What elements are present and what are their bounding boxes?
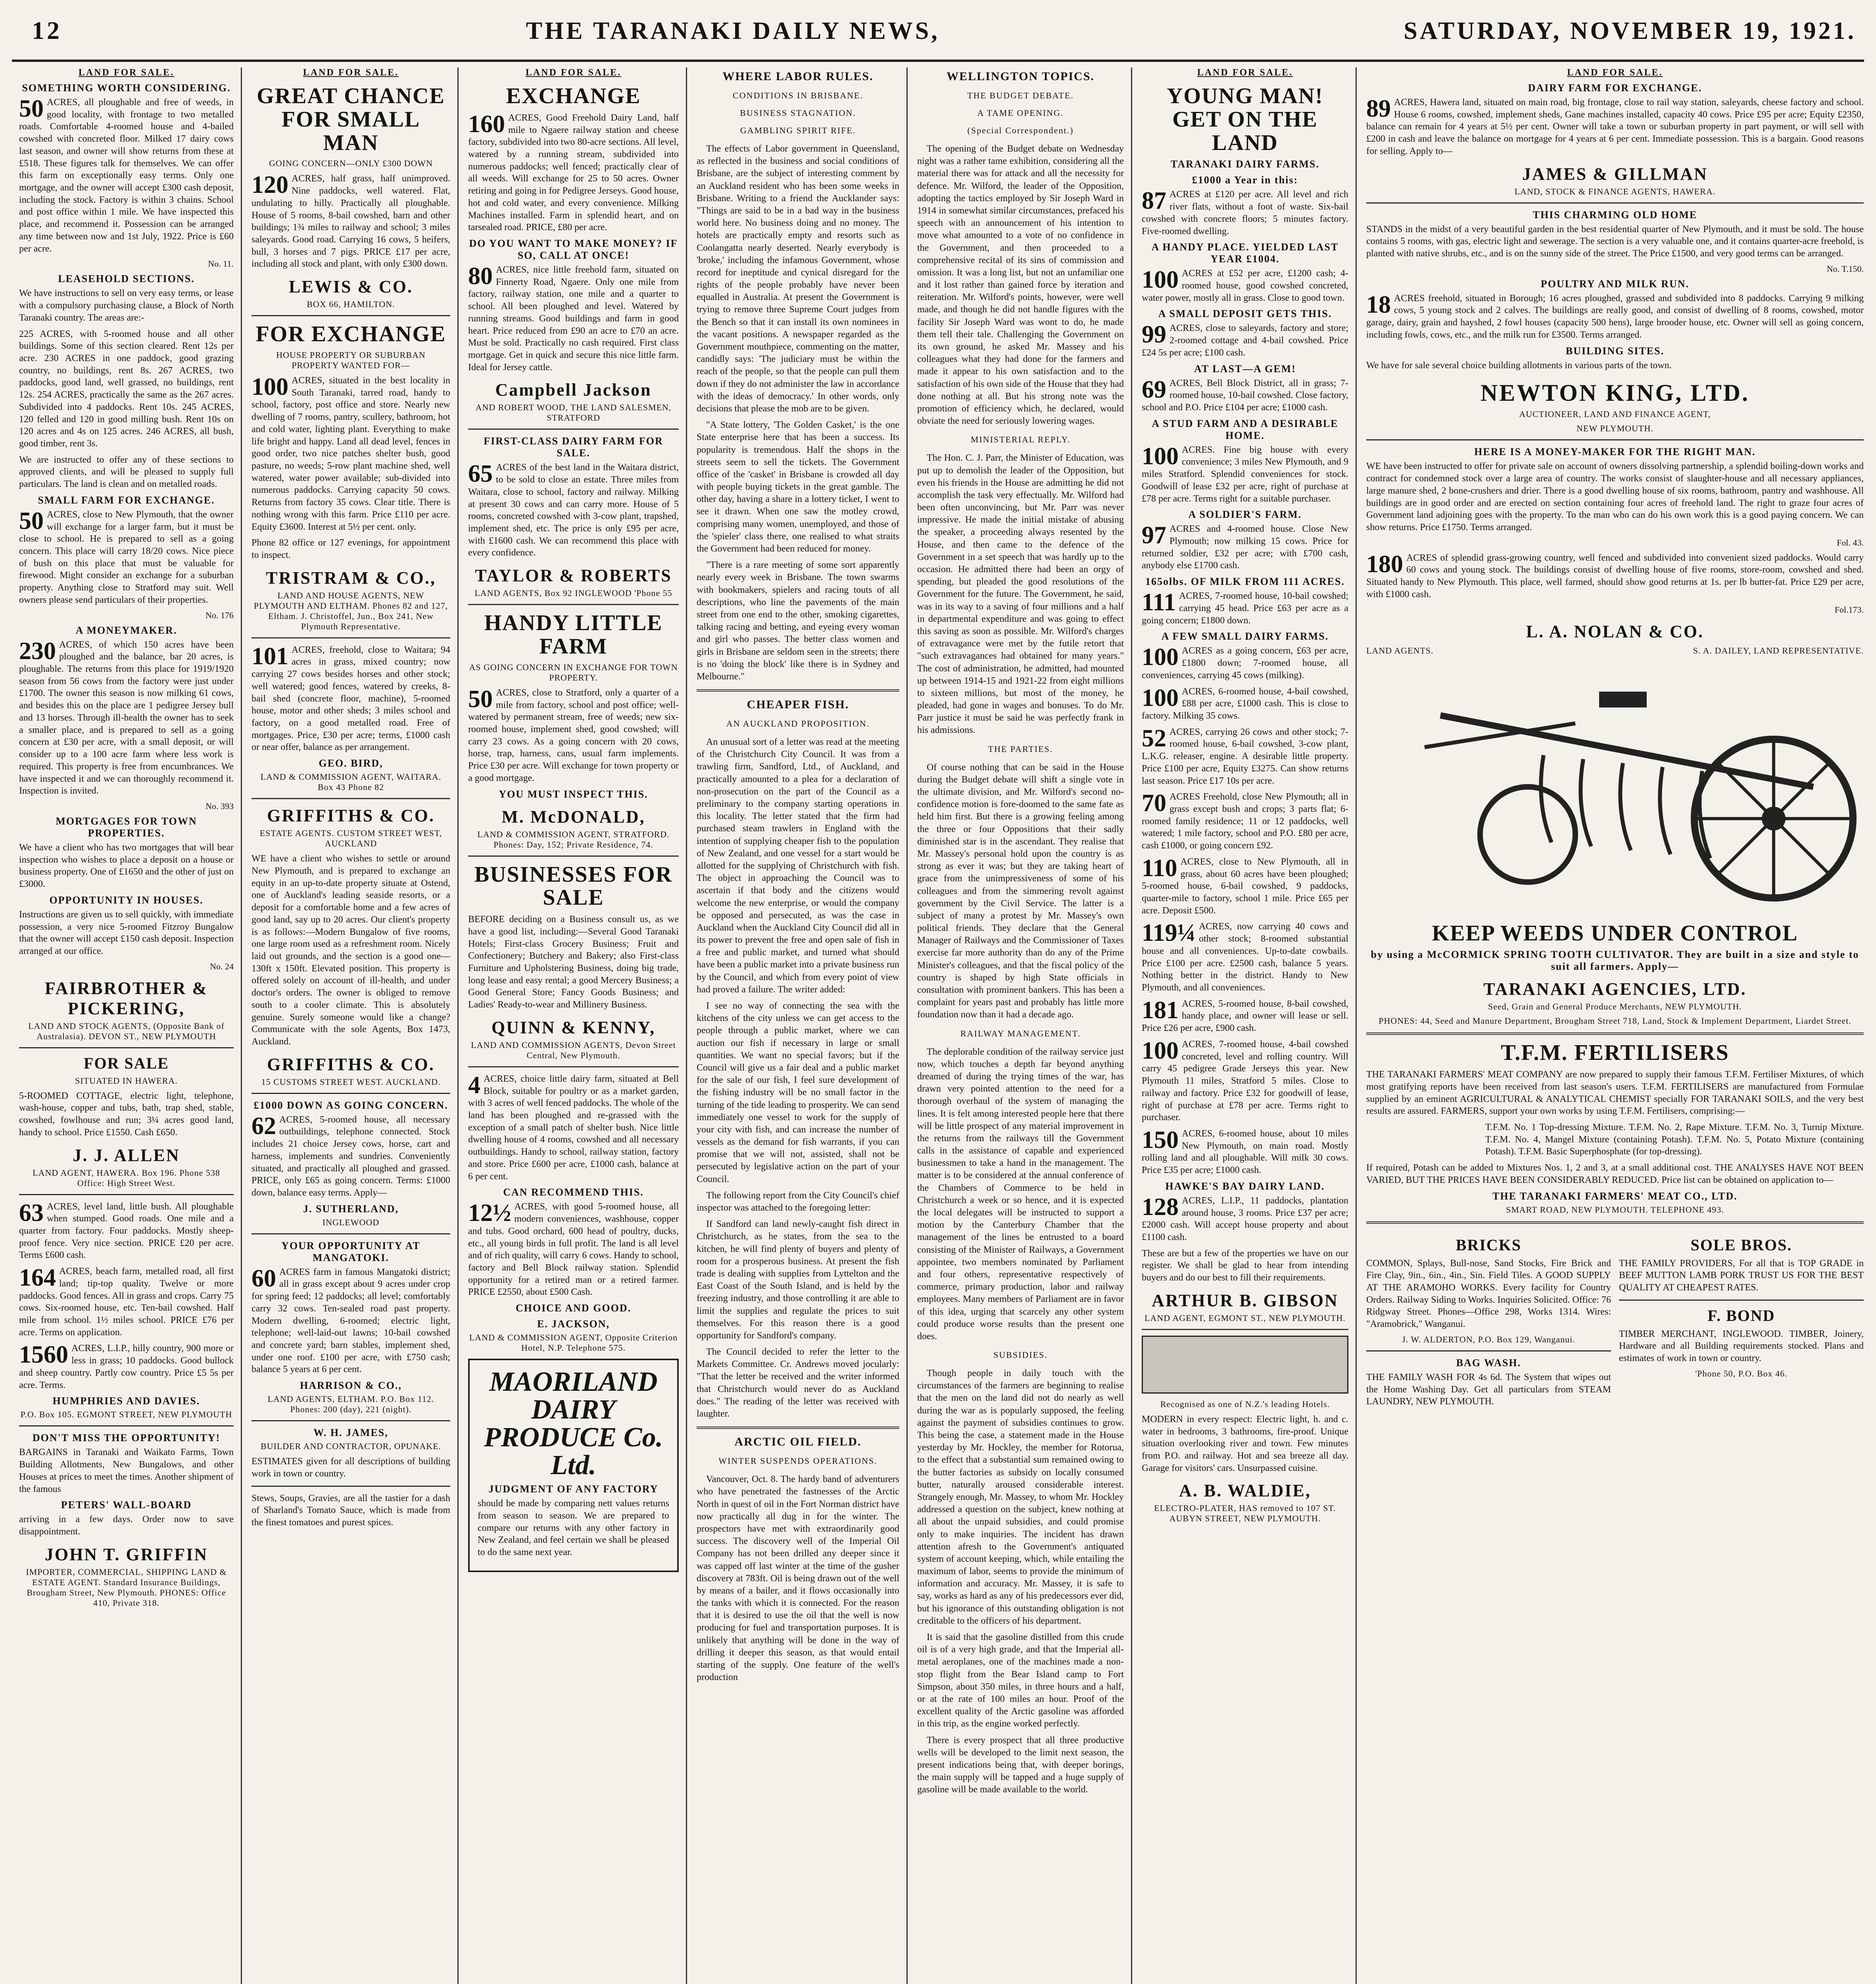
ad-heading: A SOLDIER'S FARM. — [1188, 509, 1302, 521]
ad-text: 12½ ACRES, with good 5-roomed house, all modern conveniences, washhouse, copper and tubs. Good orchard, 600 head of poultry, ducks, etc., all young birds in full profit. The land is all level and of rich quality, will carry 6 cows. Handy to school, factory and Bell Block railway station. Splendid opportunity for a retired man or a retired farmer. PRICE £2550, about £500 Cash. — [468, 1200, 679, 1298]
ad-heading: A STUD FARM AND A DESIRABLE HOME. — [1152, 417, 1338, 441]
acre-number: 164 — [19, 1264, 56, 1292]
ad-text: 180 ACRES of splendid grass-growing country, well fenced and subdivided into convenient sized paddocks. Would carry 60 cows and young stock. The buildings consist of dwelling house of five rooms, store-room, cowshed and shed. Situated handy to New Plymouth. This place, well farmed, should show good returns at 1s. per lb butter-fat. Price £29 per acre, with £1000 cash. — [1366, 550, 1864, 600]
acre-number: 100 — [1142, 442, 1179, 470]
acre-number: 1560 — [19, 1341, 68, 1369]
agent-name: L. A. NOLAN & CO. — [1526, 621, 1704, 641]
acre-number: 150 — [1142, 1126, 1179, 1153]
agent-name: GRIFFITHS & CO. — [267, 1054, 435, 1074]
divider — [1366, 1221, 1864, 1224]
article-paragraph: "A State lottery, 'The Golden Casket,' is the one State enterprise here that has been a success. Its popularity is tremendous. Half the shops in the streets seem to sell the tickets. The Government office of the 'casket' in Brisbane is crowded all day with people buying tickets in the great gamble. The other day, having a share in a lottery ticket, I went to see it drawn. When one saw the motley crowd, comprising many women, unemployed, and those of the 'spieler' class there, one realised to what straits the Government had been reduced for money. — [697, 420, 899, 554]
ad-text: 100 ACRES. Fine big house with every convenience; 3 miles New Plymouth, and 9 miles Stratford. Splendid conveniences for stock. Goodwill of lease £32 per acre, right of purchase at £78 per acre. Terms right for a suitable purchaser. — [1142, 442, 1348, 504]
divider — [252, 1420, 450, 1421]
ad-text: arriving in a few days. Order now to save disappointment. — [19, 1514, 234, 1537]
column-2 — [244, 67, 459, 1984]
article-paragraph: There is every prospect that all three productive wells will be developed to the limit next season, the present indications being that, with deeper borings, the main supply will be tapped and a huge supply of gasoline will be made available to the world. — [917, 1735, 1124, 1795]
ad-heading: £1000 DOWN AS GOING CONCERN. — [253, 1099, 448, 1111]
ad-subheading: AS GOING CONCERN IN EXCHANGE FOR TOWN PROPERTY. — [469, 662, 678, 682]
divider — [252, 1233, 450, 1234]
ad-text: Instructions are given us to sell quickly, with immediate possession, a very nice 5-roomed Fitzroy Bungalow that the owner will accept £150 cash deposit. Inspection arranged at our office. — [19, 909, 234, 956]
ad-headline: YOUNG MAN! GET ON THE LAND — [1167, 84, 1323, 155]
ad-heading: 165olbs. OF MILK FROM 111 ACRES. — [1145, 576, 1345, 588]
divider — [252, 315, 450, 316]
ad-text: WE have a client who wishes to settle or around New Plymouth, and is prepared to exchange an equity in an up-to-date property situate at Ostend, one of Auckland's leading seaside resorts, or a deposit for a comfortable home and a few acres of good land, say up to 20 acres. Our client's property is as follows:—Modern Bungalow of five rooms, one large room used as a refreshment room. Nicely laid out grounds, and the section is a good one—130ft x 150ft. Elevated position. This property is offered solely on account of ill-health, and under doctor's orders. The owner is obliged to remove south to a cooler climate. This is absolutely genuine. Surely someone would like a change? Communicate with the sole Agents, Box 1473, Auckland. — [252, 854, 450, 1047]
ad-headline: F. BOND — [1707, 1306, 1775, 1325]
ad-headline: FOR EXCHANGE — [255, 322, 446, 347]
agent-name: LEWIS & CO. — [289, 277, 413, 297]
ad-heading: FOR SALE — [84, 1054, 169, 1072]
divider — [1366, 1032, 1864, 1035]
agent-phones: PHONES: 44, Seed and Manure Department, Brougham Street 718, Land, Stock & Implement Department, Liardet Street. — [1379, 1016, 1851, 1026]
article-paragraph: It is said that the gasoline distilled from this crude oil is of a very high grade, and that the Imperial all-metal aeroplanes, one of the machines made a non-stop flight from the Bear Island camp to Fort Simpson, about 350 miles, in three hours and a half, or at the rate of 100 miles an hour. Proof of the excellent quality of the Arctic gasoline was afforded in this trip, as the engine worked perfectly. — [917, 1632, 1124, 1729]
divider — [19, 1047, 234, 1048]
ad-heading: A FEW SMALL DAIRY FARMS. — [1161, 631, 1329, 642]
ad-heading: BUILDING SITES. — [1565, 345, 1665, 357]
agent-name: TAYLOR & ROBERTS — [475, 566, 672, 586]
ad-text: 100 ACRES, 6-roomed house, 4-bail cowshed, £88 per acre, £1000 cash. This is close to factory. Milking 35 cows. — [1142, 684, 1348, 721]
column-7 — [1359, 67, 1871, 1984]
agent-row — [1366, 644, 1864, 660]
ad-headline: GREAT CHANCE FOR SMALL MAN — [257, 84, 445, 155]
agent-name: Campbell Jackson — [495, 380, 652, 400]
dairy-logo-ad — [468, 1359, 679, 1572]
ad-heading: HERE IS A MONEY-MAKER FOR THE RIGHT MAN. — [1474, 446, 1756, 458]
ad-text: MODERN in every respect: Electric light, h. and c. water in bedrooms, 3 bathrooms, fire-proof. Unique situation overlooking river and town. Few minutes from P.O. and railway. Hot and sea breeze all day. Garage for visitors' cars. Unsurpassed cuisine. — [1142, 1414, 1348, 1473]
agent-name: JAMES & GILLMAN — [1522, 164, 1708, 184]
divider — [252, 1486, 450, 1487]
agent-name: ARTHUR B. GIBSON — [1152, 1290, 1338, 1310]
ad-text: 120 ACRES, half grass, half unimproved. Nine paddocks, well watered. Flat, undulating to hilly. Practically all ploughable. House of 5 rooms, 8-bail cowshed, barn and other buildings; 1¾ miles to railway and school; 3 miles saleyards. Good road. Carrying 16 cows, 5 heifers, bull, 3 horses and 7 pigs. PRICE £17 per acre, including all stock and plant, with only £300 down. — [252, 171, 450, 269]
ad-headline: HANDY LITTLE FARM — [484, 611, 663, 659]
cultivator-illustration — [1370, 668, 1860, 914]
ad-text: Phone 82 office or 127 evenings, for appointment to inspect. — [252, 538, 450, 560]
acre-number: 120 — [252, 171, 288, 199]
acre-number: 97 — [1142, 522, 1166, 549]
ad-text: 50 ACRES, close to New Plymouth, that the owner will exchange for a larger farm, but it must be close to school. He is prepared to sell as a going concern. This place will carry 18/20 cows. Nice piece of bush on this place that must be valuable for firewood. Might consider an exchange for a suburban property. Anything close to Stratford may suit. Well owners please send particulars of their properties. — [19, 507, 234, 605]
ad-heading: CHOICE AND GOOD. — [515, 1302, 632, 1314]
divider — [19, 1425, 234, 1426]
acre-number: 18 — [1366, 291, 1391, 318]
ad-text: We have a client who has two mortgages that will bear inspection who wishes to place a deposit on a house or business property. One of £1650 and the other of just on £3000. — [19, 842, 234, 890]
dairy-logo: MAORILAND DAIRY PRODUCE Co. Ltd. — [484, 1367, 663, 1481]
divider — [468, 604, 679, 605]
ad-text: STANDS in the midst of a very beautiful garden in the best residential quarter of New Plymouth, and it must be sold. The house contains 5 rooms, with gas, electric light and sewerage. The section is a very valuable one, and it contains quarter-acre freehold, is planted with native shrubs, etc., and is on the sunny side of the street. The Price £1500, and very good terms can be arranged. — [1366, 224, 1864, 259]
agent-address: P.O. Box 105. EGMONT STREET, NEW PLYMOUTH — [20, 1409, 232, 1420]
divider — [252, 637, 450, 638]
agent-address: NEW PLYMOUTH. — [1576, 423, 1653, 434]
ad-heading: TARANAKI DAIRY FARMS. — [1171, 158, 1319, 170]
column-6 — [1135, 67, 1357, 1984]
ad-text: We are instructed to offer any of these sections to approved clients, and will be pleased to supply full particulars. The land is clean and on metalled roads. — [19, 454, 234, 490]
article-paragraph: An unusual sort of a letter was read at the meeting of the Christchurch City Council. It was from a trawling firm, Sandford, Ltd., of Auckland, and practically amounted to a plea for a declaration of non-prosecution on the part of the Council as a preliminary to the company starting operations in this locality. The letter stated that the firm had purchased steam trawlers in England with the intention of supplying cheaper fish to the population of New Zealand, and one vessel for a start would be allotted for the supplying of Christchurch with fish. The object in approaching the Council was to ascertain if that body and the citizens would welcome the new enterprise, or would the company be opposed and persecuted, as was the case in Auckland when the Auckland City Council did all in its power to prevent the free and open sale of fish in a free and public market, and turned what should have been a public market into a private business run by the Council, and which from every point of view had proved a failure. The writer added: — [697, 737, 899, 995]
ad-headline: T.F.M. FERTILISERS — [1501, 1040, 1729, 1065]
ad-text: We have for sale several choice building allotments in various parts of the town. — [1366, 360, 1672, 371]
agent-address: LAND AGENTS, ELTHAM. P.O. Box 112. Phones: 200 (day), 221 (night). — [267, 1394, 434, 1415]
ad-reference: No. T.150. — [1826, 263, 1864, 274]
acre-number: 70 — [1142, 790, 1166, 817]
ad-text: THE TARANAKI FARMERS' MEAT COMPANY are now prepared to supply their famous T.F.M. Fertiliser Mixtures, of which most gratifying reports have been received from last season's users. T.F.M. FERTILISERS are manufactured from Formulae supplied by an eminent AGRICULTURAL & ANALYTICAL CHEMIST specially FOR TARANAKI SOILS, and the very best results are assured. FARMERS, support your own works by using T.F.M. Fertilisers, comprising:— — [1366, 1069, 1864, 1117]
ad-text: We have instructions to sell on very easy terms, or lease with a compulsory purchasing clause, a Block of North Taranaki country. The areas are:- — [19, 288, 234, 323]
ad-text: 100 ACRES at £52 per acre, £1200 cash; 4-roomed house, good cowshed concreted, water power, mostly all in grass. Close to good town. — [1142, 266, 1348, 303]
acre-number: 100 — [252, 373, 288, 400]
ad-reference: Fol. 43. — [1837, 537, 1864, 548]
ad-headline: BUSINESSES FOR SALE — [474, 862, 673, 910]
divider — [1366, 202, 1864, 204]
acre-number: 52 — [1142, 725, 1166, 752]
agent-name: J. SUTHERLAND, — [303, 1203, 399, 1215]
article-paragraph: Of course nothing that can be said in the House during the Budget debate will shift a single vote in the ultimate division, and Mr. Wilford's second no-confidence motion is fore-doomed to the same fate as held him first. But there is a growing feeling among the three or four Oppositions that their sadly diminished star is in the ascendant. They realise that Mr. Massey's personal hold upon the country is as strong as ever it was; but they are taking heart of grace from the unimpressiveness of some of his colleagues and from the simmering revolt against government by the Civil Service. The latter is a subject of many a protest by Mr. Massey's own political friends. They declare that the General Manager of Railways and the Commissioner of Taxes exercise far more authority than do any of the Prime Minister's colleagues, and that the fiscal policy of the country is shaped by high State officials in consultation with prominent bankers. This has been a complaint for years past and probably has little more foundation now than it had a decade ago. — [917, 762, 1124, 1020]
ad-heading: THIS CHARMING OLD HOME — [1532, 209, 1697, 221]
agent-name: NEWTON KING, LTD. — [1480, 380, 1750, 406]
ad-text: BARGAINS in Taranaki and Waikato Farms, Town Building Allotments, New Bungalows, and other Houses at prices to meet the times. Another shipment of the famous — [19, 1447, 234, 1494]
article-subhead: WINTER SUSPENDS OPERATIONS. — [718, 1456, 878, 1466]
divider — [252, 1093, 450, 1094]
divider — [252, 798, 450, 799]
article-subhead: CONDITIONS IN BRISBANE. — [733, 90, 863, 100]
ad-text: COMMON, Splays, Bull-nose, Sand Stocks, Fire Brick and Fire Clay, 9in., 6in., 4in., Sin. Field Tiles. A GOOD SUPPLY AT THE ARAMOHO WORKS. Every facility for Country Orders. Railway Siding to Works. Inquiries Solicited. Office: 76 Ridgway Street. Phones—Office 298, Works 1314. Wires: "Aramobrick," Wanganui. — [1366, 1258, 1611, 1330]
agent-name: QUINN & KENNY, — [491, 1017, 656, 1037]
acre-number: 4 — [468, 1071, 480, 1099]
ad-heading: SMALL FARM FOR EXCHANGE. — [38, 494, 215, 506]
divider — [468, 856, 679, 857]
ad-heading: A SMALL DEPOSIT GETS THIS. — [1158, 308, 1332, 320]
hotel-caption: Recognised as one of N.Z.'s leading Hotels. — [1160, 1399, 1330, 1409]
ad-subheading: SITUATED IN HAWERA. — [75, 1075, 178, 1086]
ad-text: 1560 ACRES, L.I.P., hilly country, 900 more or less in grass; 10 paddocks. Good bullock and sheep country. Partly cow country. Price £5 5s per acre. Terms. — [19, 1341, 234, 1390]
ad-text: 110 ACRES, close to New Plymouth, all in grass, about 60 acres have been ploughed; 5-roomed house, 6-bail cowshed, 9 paddocks, quarter-mile to factory, school 1 mile. Price £65 per acre. Deposit £500. — [1142, 854, 1348, 916]
ad-text: 18 ACRES freehold, situated in Borough; 16 acres ploughed, grassed and subdivided into 8 paddocks. Carrying 9 milking cows, 5 young stock and 2 calves. The buildings are really good, and consist of dwelling of 8 rooms, cowshed, motor garage, dairy, grain and hayshed, 2 fowl houses (capacity 500 hens), large brooder house, etc. Owner will sell as going concern, including fowls, cows, etc., and the milk run for £3500. Terms arranged. — [1366, 291, 1864, 340]
ad-heading: LEASEHOLD SECTIONS. — [58, 273, 195, 285]
ad-text: should be made by comparing nett values returns from season to season. We are prepared to compare our returns with any other factory in New Zealand, and feel certain we shall be pleased to do the same next year. — [478, 1498, 669, 1557]
acre-number: 100 — [1142, 684, 1179, 711]
ad-heading: POULTRY AND MILK RUN. — [1540, 278, 1690, 290]
ad-headline: KEEP WEEDS UNDER CONTROL — [1432, 921, 1798, 946]
agent-address: LAND & COMMISSION AGENT, STRATFORD. Phones: Day, 152; Private Residence, 74. — [477, 829, 670, 850]
column-1 — [12, 67, 242, 1984]
logo-subheading: JUDGMENT OF ANY FACTORY — [488, 1483, 659, 1495]
agent-name: A. B. WALDIE, — [1179, 1481, 1311, 1501]
section-heading: LAND FOR SALE. — [303, 67, 399, 78]
agent-address: 15 CUSTOMS STREET WEST. AUCKLAND. — [261, 1077, 441, 1087]
article-subhead: THE PARTIES. — [988, 744, 1053, 754]
acre-number: 111 — [1142, 589, 1176, 616]
ad-text: 230 ACRES, of which 150 acres have been ploughed and the balance, bar 20 acres, is ploughable. The returns from this place for 1919/1920 season from 56 cows from the factory were just under £1700. The owner this season is now milking 61 cows, and besides this on the place are 1 pedigree Jersey bull and 13 horses. Through ill-health the owner has to seek a smaller place, and is prepared to sell as a going concern at £30 per acre, with a small deposit, or will consider up to a 100 acre farm where less work is required. This property is free from encumbrances. We have inspected it and we can thoroughly recommend it. Inspection is invited. — [19, 637, 234, 796]
ad-text: TIMBER MERCHANT, INGLEWOOD. TIMBER, Joinery, Hardware and all Building requirements stocked. Plans and estimates of work in town or country. — [1619, 1328, 1864, 1364]
agent-address: LAND AGENT, HAWERA. Box 196. Phone 538 Office: High Street West. — [33, 1167, 220, 1188]
agent-address: ELECTRO-PLATER, HAS removed to 107 ST. AUBYN STREET, NEW PLYMOUTH. — [1154, 1503, 1336, 1524]
ad-text: 111 ACRES, 7-roomed house, 10-bail cowshed; carrying 45 head. Price £63 per acre as a going concern; £1800 down. — [1142, 589, 1348, 626]
ad-headline: EXCHANGE — [506, 84, 641, 108]
article-headline: WHERE LABOR RULES. — [722, 70, 874, 83]
divider — [468, 1066, 679, 1067]
article-paragraph: "There is a rare meeting of some sort apparently nearly every week in Brisbane. The town swarms with bookmakers, spielers and racing touts of all descriptions, who line the pavements of the main street from one end to the other, smoking cigarettes, talking racing and betting, and eyeing every woman and girl who passes. The better class women and girls in Brisbane are seldom seen in the streets; there is no 'doing the block' like there is in Sydney and Melbourne." — [697, 560, 899, 682]
ad-text: THE FAMILY WASH FOR 4s 6d. The System that wipes out the Home Washing Day. Get all particulars from STEAM LAUNDRY, NEW PLYMOUTH. — [1366, 1372, 1611, 1407]
acre-number: 65 — [468, 460, 493, 488]
article-subhead: SUBSIDIES. — [993, 1350, 1048, 1360]
ad-reference: No. 11. — [208, 259, 234, 269]
ad-text: 99 ACRES, close to saleyards, factory and store; 2-roomed cottage and 4-bail cowshed. Price £24 5s per acre; £100 cash. — [1142, 321, 1348, 358]
ad-text: 52 ACRES, carrying 26 cows and other stock; 7-roomed house, 6-bail cowshed, 3-cow plant, L.K.G. releaser, engine. A desirable little property. Price £100 per acre, Equity £3275. Can show returns last season. Price £17 10s per acre. — [1142, 725, 1348, 786]
ad-heading: DON'T MISS THE OPPORTUNITY! — [32, 1432, 221, 1444]
acre-number: 60 — [252, 1265, 276, 1292]
agent-address: BUILDER AND CONTRACTOR, OPUNAKE. — [260, 1441, 442, 1451]
agent-name: GRIFFITHS & CO. — [267, 806, 435, 826]
acre-number: 110 — [1142, 854, 1177, 882]
ad-heading: HAWKE'S BAY DAIRY LAND. — [1165, 1180, 1325, 1192]
issue-date: SATURDAY, NOVEMBER 19, 1921. — [1404, 17, 1856, 44]
ad-text: 181 ACRES, 5-roomed house, 8-bail cowshed, handy place, and owner will lease or sell. Price £26 per acre, £900 cash. — [1142, 996, 1348, 1034]
acre-number: 160 — [468, 110, 505, 138]
ad-text: 119¼ ACRES, now carrying 40 cows and other stock; 8-roomed substantial house and all conveniences. Up-to-date cowbails. Price £100 per acre. £2500 cash, balance 5 years. Nothing better in the district. Handy to New Plymouth, and all conveniences. — [1142, 919, 1348, 993]
article-subhead: MINISTERIAL REPLY. — [970, 434, 1071, 445]
article-paragraph: The deplorable condition of the railway service just now, which touches a depth far beyond anything dreamed of during the trying times of the war, has drawn very pointed attention to the need for a thorough overhaul of the system of managing the lines. It is felt among interested people here that there will be little prospect of any material improvement in the returns from the railways till the Government calls in the assistance of capable and experienced businessmen to take a hand in the management. The matter is to be considered at the annual conference of the Chambers of Commerce to be held in Christchurch a week or so hence, and it is expected the local delegates will be instructed to support a motion by the Canterbury Chamber that the management of the lines be entrusted to a board consisting of the Minister of Railways, a Government appointee, two members nominated by Parliament and four others, representative respectively of commerce, primary production, labor and railway employees. Many members of Parliament are in favor of this idea, urging that scarcely any other system could produce worse results than the present one does. — [917, 1046, 1124, 1342]
ad-heading: SOMETHING WORTH CONSIDERING. — [22, 82, 231, 94]
sole-bros-ad — [1619, 1230, 1864, 1412]
fertiliser-list: T.F.M. No. 1 Top-dressing Mixture. T.F.M. No. 2, Rape Mixture. T.F.M. No. 3, Turnip Mixture. T.F.M. No. 4, Mangel Mixture (containing Potash). T.F.M. No. 5, Potato Mixture (containing Potash). T.F.M. Basic Superphosphate (for top-dressing). — [1485, 1122, 1864, 1157]
bottom-ads — [1366, 1230, 1864, 1412]
ad-text: 5-ROOMED COTTAGE, electric light, telephone, wash-house, copper and tubs, bath, trap shed, stable, cowshed, fowlhouse and run; 3¼ acres good land, handy to school. Price £1550. Cash £650. — [19, 1090, 234, 1138]
acre-number: 119¼ — [1142, 919, 1196, 947]
acre-number: 80 — [468, 262, 493, 290]
agent-name: J. J. ALLEN — [73, 1145, 180, 1165]
article-subhead: THE BUDGET DEBATE. — [967, 90, 1074, 100]
agent-name: TARANAKI AGENCIES, LTD. — [1483, 979, 1747, 999]
ad-text: by using a McCORMICK SPRING TOOTH CULTIVATOR. They are built in a size and style to suit all farmers. Apply— — [1371, 949, 1859, 973]
agent-address: AND ROBERT WOOD, THE LAND SALESMEN, STRATFORD — [475, 402, 672, 423]
agent-name: M. McDONALD, — [501, 807, 645, 827]
acre-number: 12½ — [468, 1200, 511, 1227]
ad-text: 69 ACRES, Bell Block District, all in grass; 7-roomed house, 10-bail cowshed. Close factory, school and P.O. Price £104 per acre; £1000 cash. — [1142, 376, 1348, 413]
ad-reference: No. 24 — [210, 961, 234, 971]
ad-heading: DO YOU WANT TO MAKE MONEY? IF SO, CALL AT ONCE! — [469, 237, 678, 261]
columns — [12, 67, 1864, 1984]
agent-title: Seed, Grain and General Produce Merchants, NEW PLYMOUTH. — [1488, 1002, 1742, 1012]
ad-text: 63 ACRES, level land, little bush. All ploughable when stumped. Good roads. One mile and a quarter from factory. Four paddocks. Mostly sheep-proof fence. Very nice section. PRICE £20 per acre. Terms £600 cash. — [19, 1199, 234, 1261]
section-heading: LAND FOR SALE. — [78, 67, 175, 78]
agent-name: FAIRBROTHER & PICKERING, — [45, 978, 208, 1018]
agent-address: J. W. ALDERTON, P.O. Box 129, Wanganui. — [1402, 1334, 1575, 1344]
ad-heading: £1000 a Year in this: — [1192, 174, 1298, 186]
newspaper-title: THE TARANAKI DAILY NEWS, — [526, 17, 940, 44]
ad-text: If required, Potash can be added to Mixtures Nos. 1, 2 and 3, at a small additional cost. THE ANALYSES HAVE NOT BEEN VARIED, BUT THE PRICES HAVE BEEN CONSIDERABLY REDUCED. Price list can be obtained on application to— — [1366, 1163, 1864, 1185]
agent-address: ESTATE AGENTS. CUSTOM STREET WEST, AUCKLAND — [259, 828, 442, 849]
ad-text: 150 ACRES, 6-roomed house, about 10 miles New Plymouth, on main road. Mostly rolling land and all ploughable. Will milk 30 cows. Price £35 per acre; £1000 cash. — [1142, 1126, 1348, 1176]
article-subhead: (Special Correspondent.) — [967, 125, 1074, 135]
ad-heading: FIRST-CLASS DAIRY FARM FOR SALE. — [484, 435, 663, 459]
article-paragraph: The Council decided to refer the letter to the Markets Committee. Cr. Andrews moved jocularly: "That the letter be received and the writer informed that Christchurch would never do as Auckland does." The reading of the letter was received with laughter. — [697, 1347, 899, 1419]
ad-text: BEFORE deciding on a Business consult us, as we have a good list, including:—Several Good Taranaki Hotels; First-class Grocery Business; Fruit and Confectionery; Butchery and Bakery; also First-class Furniture and Upholstering Business, doing big trade, long lease and easy rental; a good Mercery Business; a Good General Store; Fancy Goods Business; and Ladies' Ready-to-wear and Millinery Business. — [468, 914, 679, 1010]
agent-address: LAND AND COMMISSION AGENTS, Devon Street Central, New Plymouth. — [471, 1040, 676, 1060]
article-subhead: BUSINESS STAGNATION. — [740, 108, 856, 118]
acre-number: 50 — [19, 507, 44, 534]
article-headline: CHEAPER FISH. — [747, 698, 849, 711]
divider — [19, 1194, 234, 1195]
divider — [1366, 439, 1864, 440]
article-paragraph: If Sandford can land newly-caught fish direct in Christchurch, as he states, from the sea to the kitchen, he will find plenty of buyers and plenty of room for a prosperous business. At present the fish trade is dealing with supplies from Lyttelton and the East Coast of the South Island, and is held by the freezing industry, and those controlling it are able to limit the supplies and regulate the prices to suit themselves. For this reason there is a good opportunity for Sandford's company. — [697, 1219, 899, 1341]
ad-heading: AT LAST—A GEM! — [1194, 363, 1296, 375]
acre-number: 63 — [19, 1199, 44, 1227]
article-paragraph: Vancouver, Oct. 8. The hardy band of adventurers who have penetrated the fastnesses of the Arctic North in quest of oil in the Fort Norman district have now practically all dug in for the winter. The prospectors have met with extraordinarily good success. The discovery well of the Imperial Oil Company has not been drilled any deeper since it was capped off last winter at the time of the gusher discovery at 783ft. Oil is being drawn out of the well by means of a bailer, and it flows occasionally into the tanks with which it is connected. For the reason that it is desired to use the oil that the well is now producing for fuel and transportation purposes. It is unlikely that anything will be done in the way of drilling it deeper this season, as that would entail starting of the supply. One feature of the well's production — [697, 1474, 899, 1683]
article-paragraph: The Hon. C. J. Parr, the Minister of Education, was put up to demolish the leader of the Opposition, but even his friends in the House are admitting he did not accomplish the task very effectually. Mr. Wilford had been often unconvincing, but Mr. Parr was never impressive. He made the initial mistake of abusing the speaker, a proceeding always resented by the House, and then came to the defence of the Government in a set speech that was hardly up to the occasion. He admitted there had been an orgy of spending, but pleaded the good resolutions of the Government for the future. The Government, he said, was in its way to a saving of four millions and a half in departmental expenditure and was going to effect this saving as soon as possible. Mr. Wilford's charges of extravagance were met by the futile retort that "such extravagances had obtained for many years." The cost of administration, he admitted, had mounted up between 1914-15 and 1921-22 from eight millions to sixteen millions, but most of the money, he pleaded, had gone in wages and bonuses. To do Mr. Parr justice it must be said he was perfectly frank in his admissions. — [917, 453, 1124, 736]
article-subhead: RAILWAY MANAGEMENT. — [960, 1028, 1081, 1038]
section-heading: LAND FOR SALE. — [1567, 67, 1663, 78]
agent-address: SMART ROAD, NEW PLYMOUTH. TELEPHONE 493. — [1506, 1204, 1724, 1215]
column-4 — [689, 67, 908, 1984]
ad-text: 225 ACRES, with 5-roomed house and all other buildings. Some of this section cleared. Rent 12s per acre. 230 ACRES in one paddock, good grazing country, no buildings, rent 8s. 267 ACRES, two paddocks, good land, well grassed, no buildings, rent 12s. 254 ACRES, practically the same as the 267 acres. Subdivided into 4 paddocks. Rent 10s. 245 ACRES, 120 felled and 120 in good milling bush. Rent 10s on 120 acres and 4s on 125 acres. 246 ACRES, all bush, good timber, rent 3s. — [19, 329, 234, 449]
ad-text: 97 ACRES and 4-roomed house. Close New Plymouth; now milking 15 cows. Price for returned soldier, £32 per acre; with £700 cash, anybody else £1700 cash. — [1142, 522, 1348, 571]
divider — [468, 429, 679, 430]
bricks-ad — [1366, 1230, 1611, 1412]
agent-address: LAND AGENT, EGMONT ST., NEW PLYMOUTH. — [1144, 1313, 1346, 1323]
ad-text: 65 ACRES of the best land in the Waitara district, to be sold to close an estate. Three miles from Waitara, close to school, factory and railway. Milking at present 30 cows and can carry more. House of 5 rooms, concreted cowshed with 3-cow plant, trapshed, implement shed, etc. The price is only £95 per acre, with £1600 cash. We can recommend this place with every confidence. — [468, 460, 679, 558]
ad-text: 100 ACRES, situated in the best locality in South Taranaki, tarred road, handy to school, factory, post office and store. Nearly new dwelling of 7 rooms, pantry, scullery, bathroom, hot and cold water, lighting plant. Everything to make life bright and happy. Land all dead level, fences in good order, two nice patches shelter bush, good pasture, no weeds; 5-row plant machine shed, well watered, water power available; sub-divided into numerous paddocks. Carrying capacity 50 cows. Returns from factory 35 cows. Clear title. There is nothing wrong with this farm. Price £110 per acre. Equity £3600. Interest at 5½ per cent. only. — [252, 373, 450, 532]
ad-reference: Fol.173. — [1834, 604, 1864, 615]
agent-address: INGLEWOOD — [322, 1217, 380, 1227]
agent-representative: S. A. DAILEY, LAND REPRESENTATIVE. — [1693, 645, 1864, 656]
agent-name: HARRISON & CO., — [300, 1380, 402, 1392]
agent-address: IMPORTER, COMMERCIAL, SHIPPING LAND & ESTATE AGENT. Standard Insurance Buildings, Brougham Street, New Plymouth. PHONES: Office 410, Private 318. — [26, 1567, 227, 1608]
article-paragraph: Though people in daily touch with the circumstances of the farmers are beginning to realise that the men on the land did not do nearly as well during the war as is popularly supposed, the feeling against the payment of subsidies continues to grow. This being the case, a statement made in the House yesterday by Mr. Hockley, the member for Rotorua, to the effect that a substantial sum remained owing to the butter factories as subsidy on locally consumed butter, naturally aroused considerable interest. Strangely enough, Mr. Massey, to whom Mr. Hockley addressed a question on the subject, knew nothing at all about the unpaid subsidies, and could promise only to make inquiries. The incident has drawn attention afresh to the Government's antiquated system of account keeping, which, while entailing the maximum of labor, seems to provide the minimum of information and accuracy. Mr. Massey, it is safe to say, works as hard as any of his predecessors ever did, but his ignorance of this outstanding obligation is not creditable to the officers of his department. — [917, 1368, 1124, 1626]
ad-text: 62 ACRES, 5-roomed house, all necessary outbuildings, telephone connected. Stock includes 21 choice Jersey cows, horse, cart and harness, implements and sundries. Conveniently situated, and practically all ploughed and grassed. PRICE, only £65 as going concern. Terms: £1000 down, balance easy terms. Apply— — [252, 1112, 450, 1198]
section-heading: LAND FOR SALE. — [1197, 67, 1293, 78]
ad-text: Stews, Soups, Gravies, are all the tastier for a dash of Sharland's Tomato Sauce, which is made from the finest tomatoes and purest spices. — [252, 1493, 450, 1528]
ad-text: ESTIMATES given for all descriptions of building work in town or country. — [252, 1456, 450, 1479]
agent-name: GEO. BIRD, — [319, 757, 383, 769]
ad-heading: A MONEYMAKER. — [75, 624, 177, 636]
agent-name: W. H. JAMES, — [313, 1427, 388, 1439]
acre-number: 100 — [1142, 266, 1179, 294]
ad-headline: BRICKS — [1455, 1236, 1522, 1254]
agent-name: THE TARANAKI FARMERS' MEAT CO., LTD. — [1492, 1190, 1738, 1202]
ad-subheading: PETERS' WALL-BOARD — [61, 1499, 192, 1511]
acre-number: 62 — [252, 1112, 276, 1140]
article-paragraph: I see no way of connecting the sea with the kitchens of the city unless we can get access to the people through a public market, where we can auction our fish if necessary in large or small quantities. We want no special favors; but if the Council will give us a fair deal and a public market for the sale of our fish, I feel sure development of the fishing industry will be no small factor in the turning of the tide leading to prosperity. We can send immediately one vessel to work for the supply of your city with fish, and can increase the number of vessels as the demand for fish warrants, if you can promise that we will not, assisted, shall not be persecuted by legislative action on the part of your Council. — [697, 1001, 899, 1184]
acre-number: 50 — [468, 685, 493, 713]
agent-name: TRISTRAM & CO., — [266, 568, 436, 588]
ad-text: 80 ACRES, nice little freehold farm, situated on Finnerty Road, Ngaere. Only one mile from factory, railway station, one mile and a quarter to school. All been ploughed and level. Watered by running streams. Good buildings and farm in good heart. Price reduced from £90 an acre to £70 an acre. Must be sold. Practically no cash required. First class mortgage. Get in quick and secure this nice little farm. Ideal for Jersey cattle. — [468, 262, 679, 373]
column-3 — [461, 67, 687, 1984]
page-number: 12 — [32, 16, 62, 44]
ad-headline: BAG WASH. — [1456, 1357, 1521, 1369]
ad-heading: OPPORTUNITY IN HOUSES. — [49, 894, 204, 906]
acre-number: 100 — [1142, 644, 1179, 671]
agent-address: LAND & COMMISSION AGENT, Opposite Criterion Hotel, N.P. Telephone 575. — [469, 1332, 678, 1353]
ad-text: 4 ACRES, choice little dairy farm, situated at Bell Block, suitable for poultry or as a market garden, with 3 acres of well fenced paddocks. The whole of the land has been ploughed and re-grassed with the exception of a small patch of shelter bush. Nice little dwelling house of 4 rooms, cowshed and all necessary outbuildings. Handy to school, railway station, factory and store. Price £600 per acre, £1000 cash, balance at 6 per cent. — [468, 1071, 679, 1182]
divider — [1366, 1350, 1611, 1352]
ad-subheading: GOING CONCERN—ONLY £300 DOWN — [269, 158, 433, 169]
agent-name: JOHN T. GRIFFIN — [44, 1544, 208, 1564]
ad-heading: MORTGAGES FOR TOWN PROPERTIES. — [56, 815, 197, 839]
ad-text: 100 ACRES, 7-roomed house, 4-bail cowshed concreted, level and rolling country. Will carry 45 pedigree Grade Jerseys this year. New Plymouth 11 miles, Stratford 5 miles. Close to railway and factory. Price £32 for goodwill of lease, right of purchase at £78 per acre. Terms right to purchaser. — [1142, 1037, 1348, 1123]
cultivator-icon — [1370, 668, 1860, 914]
bond-phone: 'Phone 50, P.O. Box 46. — [1695, 1368, 1788, 1378]
ad-heading: A HANDY PLACE. YIELDED LAST YEAR £1004. — [1151, 241, 1339, 265]
section-heading: LAND FOR SALE. — [525, 67, 622, 78]
article-subhead: AN AUCKLAND PROPOSITION. — [726, 719, 870, 729]
ad-text: These are but a few of the properties we have on our register. We shall be glad to hear from intending buyers and do our best to fill their requirements. — [1142, 1248, 1348, 1283]
ad-text: 50 ACRES, all ploughable and free of weeds, in good locality, with frontage to two metalled roads. Comfortable 4-roomed house and 4-bailed cowshed with concreted floor. Milked 17 dairy cows last season, and owner will show returns from these at £518. These figures talk for themselves. We can offer this farm on exceptionally easy terms. Only one mortgage, and the owner will accept £300 cash deposit, including the stock. Factory is within 3 chains. School and post office within 1 mile. We have inspected this place, and recommend it. Possession can be arranged any time between now and 1st July, 1922. Price is £60 per acre. — [19, 95, 234, 254]
divider — [1619, 1300, 1864, 1301]
agent-address: LAND AND STOCK AGENTS, (Opposite Bank of Australasia). DEVON ST., NEW PLYMOUTH — [28, 1021, 225, 1041]
ad-heading: YOU MUST INSPECT THIS. — [499, 788, 648, 800]
divider — [1142, 1329, 1348, 1330]
ad-text: 164 ACRES, beach farm, metalled road, all first land; tip-top quality. Twelve or more paddocks. Good fences. All in grass and crops. Carry 75 cows. Six-roomed house, etc. Ten-bail cowshed. Half mile from school. 1½ miles school. PRICE £76 per acre. Terms on application. — [19, 1264, 234, 1338]
ad-heading: YOUR OPPORTUNITY AT MANGATOKI. — [281, 1240, 421, 1263]
acre-number: 89 — [1366, 95, 1391, 122]
ad-text: 89 ACRES, Hawera land, situated on main road, big frontage, close to rail way station, saleyards, cheese factory and school. House 6 rooms, cowshed, implement sheds, Gane machines installed, capacity 40 cows. Price £95 per acre; Equity £2350, balance can remain for 4 years at 5½ per cent. Owner will take a town or suburban property in part payment, or will sell with £200 in cash and leave the balance on mortgage for 4 years at 6 per cent. Immediate possession. This is a bargain. Good reasons for selling. Apply to— — [1366, 95, 1864, 156]
agent-address: LAND & COMMISSION AGENT, WAITARA. Box 43 Phone 82 — [260, 772, 442, 792]
ad-text: 160 ACRES, Good Freehold Dairy Land, half mile to Ngaere railway station and cheese factory, subdivided into two 80-acre sections. All level, watered by a running stream, subdivided into numerous paddocks; well fenced; practically clear of all weeds. Will exchange for 25 to 50 acres. Owner retiring and going in for Pedigree Jerseys. Good house, hot and cold water, and every convenience. Milking Machines installed. Farm in splendid heart, and on tarsealed road. PRICE, £80 per acre. — [468, 110, 679, 233]
ad-text: 100 ACRES as a going concern, £63 per acre, £1800 down; 7-roomed house, all conveniences, carrying 45 cows (milking). — [1142, 644, 1348, 681]
ad-text: 128 ACRES, L.I.P., 11 paddocks, plantation around house, 3 rooms. Price £37 per acre; £2000 cash. Will accept house property and about £1100 cash. — [1142, 1193, 1348, 1242]
acre-number: 128 — [1142, 1193, 1179, 1221]
ad-text: WE have been instructed to offer for private sale on account of owners dissolving partnership, a splendid boiling-down works and contract for condemned stock over a large area of country. The works consist of slaughter-house and all necessary appliances, large manure shed, 2 bone-crushers and drier. There is a good dwelling house of six rooms, bathroom, pantry and washhouse. All buildings are in good order and are erected on section containing four acres of freehold land. The right to graze four acres of Government land adjoining goes with the property. To the man who can do his own work this is a good paying concern. We can show returns. Price £1750. Terms arranged. — [1366, 461, 1864, 533]
ad-heading: DAIRY FARM FOR EXCHANGE. — [1528, 82, 1702, 94]
ad-text: 50 ACRES, close to Stratford, only a quarter of a mile from factory, school and post office; well-watered by permanent stream, free of weeds; new six-roomed house, implement shed, good cowshed; will carry 23 cows. As a going concern with 20 cows, horse, trap, harness, cans, usual farm implements. Price £30 per acre. Will exchange for town property or a good mortgage. — [468, 685, 679, 783]
column-5 — [910, 67, 1132, 1984]
ad-reference: No. 176 — [205, 610, 234, 620]
article-headline: WELLINGTON TOPICS. — [947, 70, 1094, 83]
masthead — [12, 16, 1864, 62]
agent-address: LAND AGENTS, Box 92 INGLEWOOD 'Phone 55 — [474, 588, 672, 598]
divider — [697, 689, 899, 692]
agent-address: BOX 66, HAMILTON. — [307, 299, 395, 310]
acre-number: 181 — [1142, 996, 1179, 1024]
article-paragraph: The following report from the City Council's chief inspector was attached to the foregoing letter: — [697, 1190, 899, 1213]
acre-number: 100 — [1142, 1037, 1179, 1064]
acre-number: 99 — [1142, 321, 1166, 348]
ad-text: 70 ACRES Freehold, close New Plymouth; all in grass except bush and crops; 3 parts flat; 6-roomed family residence; 11 or 12 paddocks, well watered; 1 mile factory, school and P.O. £80 per acre, cash £1000, or going concern £92. — [1142, 790, 1348, 851]
agent-address: LAND, STOCK & FINANCE AGENTS, HAWERA. — [1514, 186, 1716, 196]
agent-name: HUMPHRIES AND DAVIES. — [52, 1395, 200, 1407]
acre-number: 69 — [1142, 376, 1166, 403]
ad-heading: CAN RECOMMEND THIS. — [503, 1186, 644, 1198]
ad-reference: No. 393 — [205, 801, 234, 811]
article-subhead: GAMBLING SPIRIT RIFE. — [740, 125, 856, 135]
ad-subheading: HOUSE PROPERTY OR SUBURBAN PROPERTY WANTED FOR— — [276, 350, 426, 370]
article-headline: ARCTIC OIL FIELD. — [734, 1435, 862, 1449]
article-subhead: A TAME OPENING. — [977, 108, 1064, 118]
agent-address: LAND AND HOUSE AGENTS, NEW PLYMOUTH AND ELTHAM. Phones 82 and 127, Eltham. J. Christoffel, Jun., Box 241, New Plymouth Representative. — [253, 590, 448, 631]
acre-number: 180 — [1366, 550, 1403, 578]
acre-number: 87 — [1142, 187, 1166, 215]
ad-headline: SOLE BROS. — [1690, 1236, 1792, 1254]
agent-label: LAND AGENTS. — [1366, 645, 1434, 656]
acre-number: 50 — [19, 95, 44, 122]
ad-text: 60 ACRES farm in famous Mangatoki district; all in grass except about 9 acres under crop for spring feed; 12 paddocks; all level; comfortably carry 32 cows. Ten-sealed road past property. Modern dwelling, 6-roomed; electric light, telephone; well-laid-out lawns; 10-bail cowshed and concrete yard; barn stables, implement shed, under one roof. £100 per acre, with £750 cash; balance 5 years at 6 per cent. — [252, 1265, 450, 1375]
article-paragraph: The effects of Labor government in Queensland, as reflected in the business and social conditions of Brisbane, are the subject of interesting comment by an Auckland resident who has been some weeks in Brisbane. Writing to a friend the Aucklander says: "Things are said to be in a bad way in the business world here. No business doing and no money. The hotels are practically empty and resorts such as Coolangatta nearly deserted. Nearly everybody is 'broke,' including the infamous Government, whose record for ineptitude and cynical disregard for the rights of the people probably have never been equalled in Australia. At present the Government is trying to remove three Supreme Court judges from the Bench so that it can install its own nominees in the vacant positions. A newspaper regarded as the Government mouthpiece, commenting on the matter, candidly says: 'The judiciary must be within the reach of the people, so that the people can pull them down if they do not administer the law in accordance with the ideas of democracy.' In other words, only decisions that please the mob are to be given. — [697, 144, 899, 414]
ad-text: THE FAMILY PROVIDERS, For all that is TOP GRADE in BEEF MUTTON LAMB PORK TRUST US FOR THE BEST QUALITY AT CHEAPEST RATES. — [1619, 1258, 1864, 1293]
divider — [697, 1426, 899, 1429]
acre-number: 230 — [19, 637, 56, 665]
hotel-illustration — [1142, 1336, 1348, 1394]
ad-text: 87 ACRES at £120 per acre. All level and rich river flats, without a foot of waste. Six-bail cowshed with concrete floors; 5 minutes factory. Five-roomed dwelling. — [1142, 187, 1348, 236]
article-paragraph: The opening of the Budget debate on Wednesday night was a rather tame exhibition, considering all the material there was for attack and all the necessity for defence. Mr. Wilford, the leader of the Opposition, adopting the tactics employed by Sir Joseph Ward in 1914 in somewhat similar circumstances, prefaced his speech with an announcement of his intention to move what amounted to a vote of no confidence in the Government, and then proceeded to a comprehensive recital of its sins of commission and omission. It was a long list, but not an unfamiliar one and it lost rather than gained force by iteration and reiteration. Mr. Wilford's points, however, were well made, and though he did not handle figures with the facility Sir Joseph Ward was wont to do, he made them tell their tale. Challenging the Government on its own ground, he asked Mr. Massey and his colleagues what they had done for the farmers and made it appear to his own satisfaction and to the satisfaction of his own side of the House that they had done nothing at all. But his strong note was the promotion of efficiency which, he declared, would obviate the need for seriously lowering wages. — [917, 144, 1124, 427]
ad-text: 101 ACRES, freehold, close to Waitara; 94 acres in grass, mixed country; now carrying 27 cows besides horses and other stock; well watered; good fences, watered by creeks, 8-bail shed (concrete floor, machine), 5-roomed house, motor and other sheds; 3 miles school and factory, on a good metalled road. Free of mortgages. Price, £30 per acre; terms, £1000 cash or near offer, balance as per arrangement. — [252, 642, 450, 753]
agent-title: AUCTIONEER, LAND AND FINANCE AGENT, — [1519, 409, 1711, 419]
acre-number: 101 — [252, 642, 288, 670]
agent-name: E. JACKSON, — [537, 1318, 610, 1330]
